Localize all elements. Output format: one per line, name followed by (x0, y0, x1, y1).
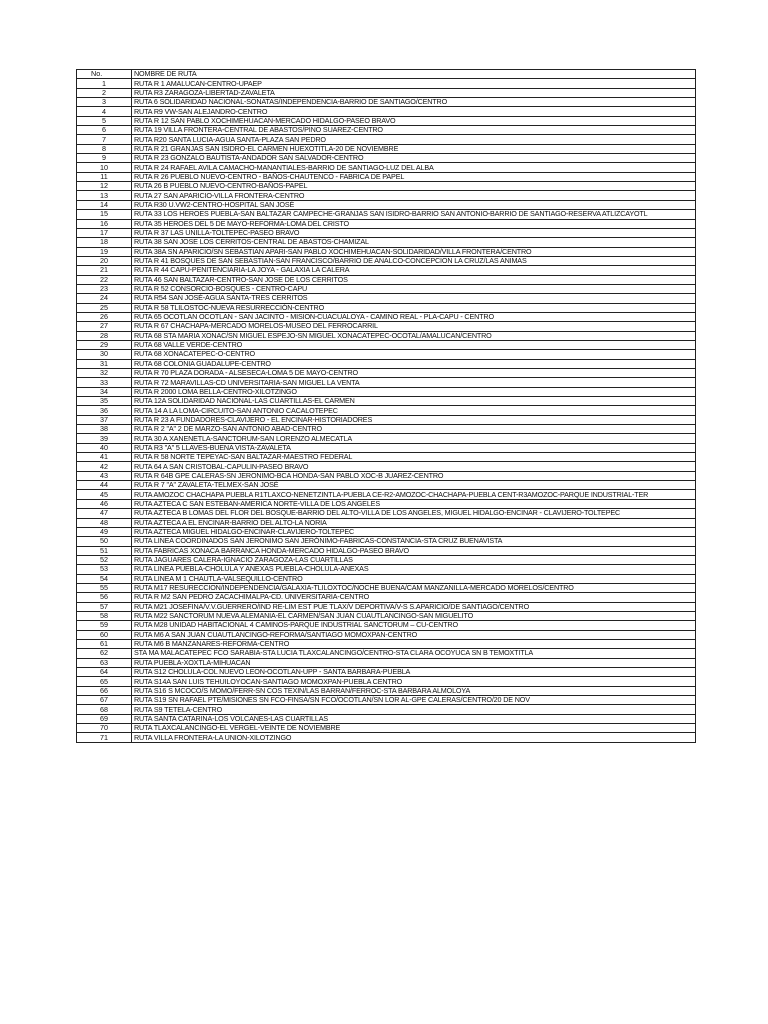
route-name-cell: RUTA R 67 CHACHAPA-MERCADO MORELOS-MUSEO DEL FERROCARRIL (132, 322, 696, 331)
route-name-cell: RUTA AMOZOC CHACHAPA PUEBLA R1TLAXCO-NENETZINTLA-PUEBLA CE-R2-AMOZOC-CHACHAPA-PUEBLA CENT-R3AMOZOC-PARQUE INDUSTRIAL-TER (132, 490, 696, 499)
route-name-cell: RUTA 6 SOLIDARIDAD NACIONAL-SONATAS/INDEPENDENCIA-BARRIO DE SANTIAGO/CENTRO (132, 98, 696, 107)
table-row (77, 154, 696, 163)
route-number-cell: 42 (77, 462, 132, 471)
table-row (77, 331, 696, 340)
route-number-cell: 51 (77, 546, 132, 555)
route-number-cell: 31 (77, 359, 132, 368)
route-name-cell: RUTA M21 JOSEFINA/V.V.GUERRERO/IND RE-LIM EST PUE TLAX/V DEPORTIVA/V-S S.APARICIO/DE SANTIAGO/CENTRO (132, 602, 696, 611)
route-number-cell: 49 (77, 527, 132, 536)
route-name-cell: RUTA S16 S MCOCO/S MOMO/FERR-SN COS TEXIN/LAS BARRAN/FERROC-STA BARBARA ALMOLOYA (132, 686, 696, 695)
table-row (77, 350, 696, 359)
route-number-cell: 14 (77, 200, 132, 209)
route-name-cell: RUTA R3 ZARAGOZA-LIBERTAD-ZAVALETA (132, 88, 696, 97)
route-name-cell: RUTA S12 CHOLULA-COL NUEVO LEON-OCOTLAN-UPP - SANTA BARBARA-PUEBLA (132, 668, 696, 677)
route-name-cell: RUTA FABRICAS XONACA BARRANCA HONDA-MERCADO HIDALGO-PASEO BRAVO (132, 546, 696, 555)
route-number-cell: 46 (77, 499, 132, 508)
route-name-cell: RUTA R 7 "A" ZAVALETA-TELMEX-SAN JOSÉ (132, 481, 696, 490)
table-row (77, 499, 696, 508)
table-row (77, 294, 696, 303)
route-name-cell: RUTA 46 SAN BALTAZAR-CENTRO-SAN JOSE DE LOS CERRITOS (132, 275, 696, 284)
route-name-cell: RUTA 14 A LA LOMA-CIRCUITO-SAN ANTONIO CACALOTEPEC (132, 406, 696, 415)
route-number-cell: 33 (77, 378, 132, 387)
route-number-cell: 23 (77, 284, 132, 293)
table-row (77, 107, 696, 116)
table-row (77, 135, 696, 144)
table-row (77, 639, 696, 648)
route-number-cell: 54 (77, 574, 132, 583)
table-row (77, 79, 696, 88)
table-row (77, 238, 696, 247)
route-name-cell: RUTA 68 COLONIA GUADALUPE-CENTRO (132, 359, 696, 368)
route-name-cell: RUTA 12A SOLIDARIDAD NACIONAL-LAS CUARTILLAS-EL CARMEN (132, 397, 696, 406)
route-number-cell: 9 (77, 154, 132, 163)
route-name-cell: RUTA R 64B GPE CALERAS-SN JERONIMO-BCA HONDA-SAN PABLO XOC-B JUAREZ-CENTRO (132, 471, 696, 480)
route-number-cell: 66 (77, 686, 132, 695)
table-row (77, 471, 696, 480)
table-row (77, 565, 696, 574)
route-number-cell: 2 (77, 88, 132, 97)
route-number-cell: 15 (77, 210, 132, 219)
route-name-cell: RUTA R 24 RAFAEL AVILA CAMACHO-MANANTIALES-BARRIO DE SANTIAGO-LUZ DEL ALBA (132, 163, 696, 172)
route-number-cell: 50 (77, 537, 132, 546)
table-row (77, 275, 696, 284)
table-row (77, 602, 696, 611)
route-name-cell: RUTA TLAXCALANCINGO-EL VERGEL-VEINTE DE NOVIEMBRE (132, 724, 696, 733)
table-row (77, 518, 696, 527)
route-name-cell: RUTA 64 A SAN CRISTOBAL-CAPULIN-PASEO BRAVO (132, 462, 696, 471)
table-row (77, 256, 696, 265)
route-name-cell: RUTA S9 TETELA-CENTRO (132, 705, 696, 714)
route-number-cell: 63 (77, 658, 132, 667)
route-number-cell: 65 (77, 677, 132, 686)
route-number-cell: 40 (77, 443, 132, 452)
route-name-cell: RUTA R9 VW-SAN ALEJANDRO-CENTRO (132, 107, 696, 116)
table-row (77, 322, 696, 331)
table-row (77, 621, 696, 630)
route-number-cell: 55 (77, 583, 132, 592)
table-row (77, 593, 696, 602)
table-row (77, 415, 696, 424)
table-row (77, 527, 696, 536)
route-name-cell: RUTA M28 UNIDAD HABITACIONAL 4 CAMINOS-PARQUE INDUSTRIAL SANCTORUM – CU-CENTRO (132, 621, 696, 630)
table-row (77, 200, 696, 209)
route-name-cell: RUTA 65 OCOTLAN OCOTLAN - SAN JACINTO - MISION-CUACUALOYA - CAMINO REAL - PLA-CAPU - CENTRO (132, 312, 696, 321)
route-name-cell: RUTA R 41 BOSQUES DE SAN SEBASTIAN-SAN FRANCISCO/BARRIO DE ANALCO-CONCEPCION LA CRUZ/LAS ANIMAS (132, 256, 696, 265)
table-row (77, 284, 696, 293)
route-name-cell: RUTA 30 A XANENETLA-SANCTORUM-SAN LORENZO ALMECATLA (132, 434, 696, 443)
route-name-cell: RUTA R 52 CONSORCIO-BOSQUES - CENTRO-CAPU (132, 284, 696, 293)
routes-table (76, 69, 696, 743)
route-number-cell: 20 (77, 256, 132, 265)
route-number-cell: 13 (77, 191, 132, 200)
header-route-name-cell: NOMBRE DE RUTA (132, 70, 696, 79)
route-number-cell: 44 (77, 481, 132, 490)
route-name-cell: RUTA 38A SN APARICIO/SN SEBASTIAN APARI-SAN PABLO XOCHIMEHUACAN-SOLIDARIDAD/VILLA FRONTERA/CENTRO (132, 247, 696, 256)
table-row (77, 172, 696, 181)
route-name-cell: RUTA S19 SN RAFAEL PTE/MISIONES SN FCO-FINSA/SN FCO/OCOTLAN/SN LOR AL-GPE CALERAS/CENTRO/20 DE NOV (132, 696, 696, 705)
table-row (77, 677, 696, 686)
route-number-cell: 18 (77, 238, 132, 247)
table-row (77, 462, 696, 471)
table-row (77, 387, 696, 396)
table-row (77, 144, 696, 153)
route-name-cell: RUTA 38 SAN JOSE LOS CERRITOS-CENTRAL DE ABASTOS-CHAMIZAL (132, 238, 696, 247)
table-row (77, 574, 696, 583)
table-row (77, 733, 696, 742)
route-name-cell: RUTA R 72 MARAVILLAS-CD UNIVERSITARIA-SAN MIGUEL LA VENTA (132, 378, 696, 387)
route-name-cell: RUTA AZTECA A EL ENCINAR-BARRIO DEL ALTO-LA NORIA (132, 518, 696, 527)
route-name-cell: RUTA 35 HEROES DEL 5 DE MAYO-REFORMA-LOMA DEL CRISTO (132, 219, 696, 228)
route-number-cell: 57 (77, 602, 132, 611)
route-name-cell: RUTA R 2000 LOMA BELLA-CENTRO-XILOTZINGO (132, 387, 696, 396)
route-number-cell: 52 (77, 555, 132, 564)
table-row (77, 696, 696, 705)
route-name-cell: RUTA LINEA M 1 CHAUTLA-VALSEQUILLO-CENTRO (132, 574, 696, 583)
route-name-cell: RUTA M6 A SAN JUAN CUAUTLANCINGO-REFORMA/SANTIAGO MOMOXPAN-CENTRO (132, 630, 696, 639)
route-number-cell: 12 (77, 182, 132, 191)
route-name-cell: RUTA S14A SAN LUIS TEHUILOYOCAN-SANTIAGO MOMOXPAN-PUEBLA CENTRO (132, 677, 696, 686)
route-number-cell: 56 (77, 593, 132, 602)
table-row (77, 509, 696, 518)
route-number-cell: 5 (77, 116, 132, 125)
route-name-cell: RUTA R 12 SAN PABLO XOCHIMEHUACAN-MERCADO HIDALGO-PASEO BRAVO (132, 116, 696, 125)
table-row (77, 303, 696, 312)
table-row (77, 182, 696, 191)
route-number-cell: 64 (77, 668, 132, 677)
route-name-cell: RUTA AZTECA MIGUEL HIDALGO-ENCINAR-CLAVIJERO-TOLTEPEC (132, 527, 696, 536)
route-name-cell: RUTA R 44 CAPU-PENITENCIARIA-LA JOYA - GALAXIA LA CALERA (132, 266, 696, 275)
route-number-cell: 43 (77, 471, 132, 480)
route-number-cell: 34 (77, 387, 132, 396)
route-number-cell: 10 (77, 163, 132, 172)
route-name-cell: RUTA 68 STA MARIA XONAC/SN MIGUEL ESPEJO-SN MIGUEL XONACATEPEC-OCOTAL/AMALUCAN/CENTRO (132, 331, 696, 340)
route-number-cell: 58 (77, 611, 132, 620)
route-number-cell: 30 (77, 350, 132, 359)
route-number-cell: 19 (77, 247, 132, 256)
table-row (77, 191, 696, 200)
route-number-cell: 21 (77, 266, 132, 275)
route-number-cell: 25 (77, 303, 132, 312)
route-number-cell: 67 (77, 696, 132, 705)
route-number-cell: 8 (77, 144, 132, 153)
table-row (77, 490, 696, 499)
table-row (77, 537, 696, 546)
routes-table-body (77, 70, 696, 743)
table-row (77, 481, 696, 490)
route-number-cell: 24 (77, 294, 132, 303)
route-name-cell: RUTA R 1 AMALUCAN-CENTRO-UPAEP (132, 79, 696, 88)
header-number-cell: No. (77, 70, 132, 79)
table-row (77, 98, 696, 107)
route-name-cell: RUTA JAGUARES CALERA-IGNACIO ZARAGOZA-LAS CUARTILLAS (132, 555, 696, 564)
route-name-cell: RUTA R20 SANTA LUCIA-AGUA SANTA-PLAZA SAN PEDRO (132, 135, 696, 144)
route-name-cell: RUTA 26 B PUEBLO NUEVO-CENTRO-BAÑOS-PAPEL (132, 182, 696, 191)
route-number-cell: 26 (77, 312, 132, 321)
route-name-cell: RUTA LINEA PUEBLA-CHOLULA Y ANEXAS PUEBLA-CHOLULA-ANEXAS (132, 565, 696, 574)
table-row (77, 583, 696, 592)
route-name-cell: RUTA 27 SAN APARICIO-VILLA FRONTERA-CENTRO (132, 191, 696, 200)
route-name-cell: RUTA AZTECA B LOMAS DEL FLOR DEL BOSQUE-BARRIO DEL ALTO-VILLA DE LOS ANGELES, MIGUEL HIDALGO-ENCINAR - CLAVIJERO-TOLTEPEC (132, 509, 696, 518)
route-name-cell: RUTA R 58 NORTE TEPEYAC-SAN BALTAZAR-MAESTRO FEDERAL (132, 453, 696, 462)
route-number-cell: 45 (77, 490, 132, 499)
route-number-cell: 48 (77, 518, 132, 527)
route-number-cell: 3 (77, 98, 132, 107)
table-row (77, 649, 696, 658)
route-number-cell: 47 (77, 509, 132, 518)
table-row (77, 116, 696, 125)
table-row (77, 88, 696, 97)
route-number-cell: 6 (77, 126, 132, 135)
table-row (77, 247, 696, 256)
route-name-cell: RUTA R3 "A" 5 LLAVES-BUENA VISTA-ZAVALETA (132, 443, 696, 452)
route-number-cell: 60 (77, 630, 132, 639)
route-number-cell: 39 (77, 434, 132, 443)
route-name-cell: RUTA R54 SAN JOSÉ-AGUA SANTA-TRES CERRITOS (132, 294, 696, 303)
table-row (77, 555, 696, 564)
route-number-cell: 17 (77, 228, 132, 237)
route-number-cell: 11 (77, 172, 132, 181)
table-row (77, 369, 696, 378)
table-row (77, 668, 696, 677)
table-row (77, 546, 696, 555)
table-row (77, 686, 696, 695)
table-row (77, 163, 696, 172)
route-number-cell: 4 (77, 107, 132, 116)
table-row (77, 340, 696, 349)
route-number-cell: 38 (77, 425, 132, 434)
table-row (77, 266, 696, 275)
route-name-cell: RUTA R 37 LAS UNILLA-TOLTEPEC-PASEO BRAVO (132, 228, 696, 237)
route-name-cell: RUTA 19 VILLA FRONTERA-CENTRAL DE ABASTOS/PINO SUAREZ-CENTRO (132, 126, 696, 135)
route-name-cell: RUTA VILLA FRONTERA-LA UNION-XILOTZINGO (132, 733, 696, 742)
route-number-cell: 28 (77, 331, 132, 340)
route-name-cell: RUTA M17 RESURECCION/INDEPENDENCIA/GALAXIA-TLILOXTOC/NOCHE BUENA/CAM MANZANILLA-MERCADO MORELOS/CENTRO (132, 583, 696, 592)
table-row (77, 219, 696, 228)
route-number-cell: 32 (77, 369, 132, 378)
route-name-cell: RUTA R 58 TLILOSTOC-NUEVA RESURRECCIÓN-CENTRO (132, 303, 696, 312)
table-row (77, 724, 696, 733)
table-row (77, 443, 696, 452)
route-name-cell: RUTA M6 B MANZANARES-REFORMA-CENTRO (132, 639, 696, 648)
route-name-cell: RUTA 68 XONACATEPEC-O-CENTRO (132, 350, 696, 359)
route-number-cell: 69 (77, 714, 132, 723)
table-row (77, 434, 696, 443)
route-number-cell: 16 (77, 219, 132, 228)
route-number-cell: 68 (77, 705, 132, 714)
table-row (77, 397, 696, 406)
route-number-cell: 7 (77, 135, 132, 144)
route-number-cell: 22 (77, 275, 132, 284)
route-number-cell: 70 (77, 724, 132, 733)
route-number-cell: 35 (77, 397, 132, 406)
route-name-cell: RUTA R 23 A FUNDADORES-CLAVIJERO - EL ENCINAR-HISTORIADORES (132, 415, 696, 424)
route-number-cell: 1 (77, 79, 132, 88)
route-name-cell: RUTA R 23 GONZALO BAUTISTA-ANDADOR SAN SALVADOR-CENTRO (132, 154, 696, 163)
route-number-cell: 41 (77, 453, 132, 462)
route-number-cell: 62 (77, 649, 132, 658)
route-name-cell: RUTA 68 VALLE VERDE-CENTRO (132, 340, 696, 349)
route-name-cell: RUTA AZTECA C SAN ESTEBAN-AMERICA NORTE-VILLA DE LOS ANGELES (132, 499, 696, 508)
table-row (77, 714, 696, 723)
route-name-cell: RUTA R 70 PLAZA DORADA - ALSESECA-LOMA 5 DE MAYO-CENTRO (132, 369, 696, 378)
route-number-cell: 27 (77, 322, 132, 331)
route-name-cell: RUTA PUEBLA-XOXTLA-MIHUACAN (132, 658, 696, 667)
route-number-cell: 37 (77, 415, 132, 424)
route-name-cell: RUTA R 21 GRANJAS SAN ISIDRO-EL CARMEN HUEXOTITLA-20 DE NOVIEMBRE (132, 144, 696, 153)
table-row (77, 425, 696, 434)
table-row (77, 228, 696, 237)
table-row (77, 611, 696, 620)
route-name-cell: RUTA R 2 "A" 2 DE MARZO-SAN ANTONIO ABAD-CENTRO (132, 425, 696, 434)
table-row (77, 705, 696, 714)
route-name-cell: RUTA LINEA COORDINADOS SAN JERONIMO SAN JERÓNIMO-FABRICAS-CONSTANCIA-STA CRUZ BUENAVISTA (132, 537, 696, 546)
table-row (77, 658, 696, 667)
route-name-cell: RUTA SANTA CATARINA-LOS VOLCANES-LAS CUARTILLAS (132, 714, 696, 723)
route-number-cell: 29 (77, 340, 132, 349)
route-name-cell: RUTA R 26 PUEBLO NUEVO-CENTRO - BAÑOS-CHAUTENCO - FABRICA DE PAPEL (132, 172, 696, 181)
table-row (77, 312, 696, 321)
route-number-cell: 61 (77, 639, 132, 648)
route-name-cell: RUTA R30 U.VW2-CENTRO-HOSPITAL SAN JOSÉ (132, 200, 696, 209)
table-header-row (77, 70, 696, 79)
route-number-cell: 36 (77, 406, 132, 415)
table-row (77, 630, 696, 639)
route-number-cell: 53 (77, 565, 132, 574)
route-name-cell: STA MA MALACATEPEC FCO SARABIA-STA LUCIA TLAXCALANCINGO/CENTRO-STA CLARA OCOYUCA SN B TEMOXTITLA (132, 649, 696, 658)
route-name-cell: RUTA R M2 SAN PEDRO ZACACHIMALPA-CD. UNIVERSITARIA-CENTRO (132, 593, 696, 602)
table-row (77, 126, 696, 135)
route-number-cell: 71 (77, 733, 132, 742)
table-row (77, 378, 696, 387)
table-row (77, 453, 696, 462)
route-number-cell: 59 (77, 621, 132, 630)
table-row (77, 210, 696, 219)
route-name-cell: RUTA M22 SANCTORUM NUEVA ALEMANIA-EL CARMEN/SAN JUAN CUAUTLANCINGO-SAN MIGUELITO (132, 611, 696, 620)
route-name-cell: RUTA 33 LOS HEROES PUEBLA-SAN BALTAZAR CAMPECHE-GRANJAS SAN ISIDRO-BARRIO SAN ANTONIO-BARRIO DE SANTIAGO-RESERVA ATLIZCAYOTL (132, 210, 696, 219)
table-row (77, 359, 696, 368)
table-row (77, 406, 696, 415)
